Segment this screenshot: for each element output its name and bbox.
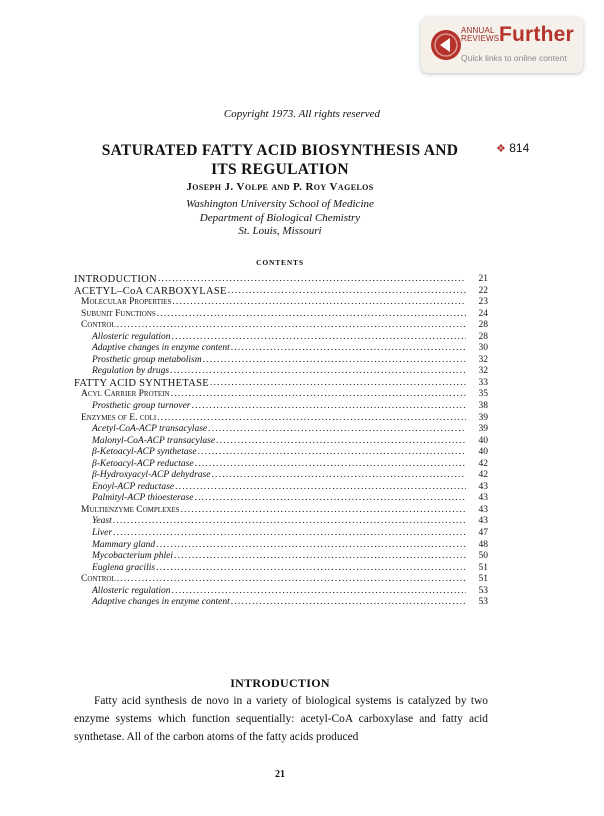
toc-entry-label: Allosteric regulation: [92, 585, 171, 596]
toc-leader-dots: [171, 297, 466, 309]
toc-entry-label: Adaptive changes in enzyme content: [92, 597, 230, 608]
toc-entry-page: 28: [478, 331, 488, 342]
toc-leader-dots: [174, 482, 466, 494]
toc-entry[interactable]: [74, 320, 488, 332]
toc-entry-page: 53: [478, 585, 488, 596]
toc-entry[interactable]: [74, 286, 488, 298]
toc-entry[interactable]: [74, 424, 488, 436]
further-subtitle: Quick links to online content: [461, 53, 567, 63]
toc-entry[interactable]: [74, 574, 488, 586]
toc-entry-page: 43: [478, 504, 488, 515]
toc-leader-dots: [170, 389, 466, 401]
toc-entry-label: β-Hydroxyacyl-ACP dehydrase: [92, 470, 211, 481]
toc-entry-page: 48: [478, 539, 488, 550]
toc-leader-dots: [227, 286, 466, 298]
toc-entry-label: Palmityl-ACP thioesterase: [92, 493, 194, 504]
affiliation-line-2: Department of Biological Chemistry: [199, 211, 361, 224]
toc-entry-label: Malonyl-CoA-ACP transacylase: [92, 435, 216, 446]
toc-entry-label: Adaptive changes in enzyme content: [92, 343, 230, 354]
toc-leader-dots: [173, 551, 466, 563]
toc-entry-label: β-Ketoacyl-ACP reductase: [92, 458, 194, 469]
affiliation: [0, 198, 560, 239]
toc-entry-label: Mycobacterium phlei: [92, 551, 173, 562]
toc-entry-page: 28: [478, 320, 488, 331]
toc-leader-dots: [156, 413, 466, 425]
toc-entry[interactable]: [74, 413, 488, 425]
toc-leader-dots: [191, 401, 466, 413]
toc-entry-label: Control: [81, 320, 116, 331]
title-line-2: ITS REGULATION: [211, 161, 349, 178]
further-label: Further: [499, 23, 574, 46]
toc-entry-label: Molecular Properties: [81, 297, 172, 308]
toc-entry-page: 51: [478, 574, 488, 585]
toc-entry[interactable]: [74, 436, 488, 448]
toc-entry-page: 33: [478, 377, 488, 388]
toc-entry-label: FATTY ACID SYNTHETASE: [74, 377, 209, 389]
toc-entry[interactable]: [74, 470, 488, 482]
toc-leader-dots: [207, 424, 466, 436]
toc-entry-label: Yeast: [92, 516, 112, 527]
toc-entry[interactable]: [74, 597, 488, 609]
table-of-contents: [74, 274, 488, 609]
toc-entry-label: Prosthetic group turnover: [92, 401, 191, 412]
toc-entry[interactable]: [74, 332, 488, 344]
toc-entry[interactable]: [74, 482, 488, 494]
toc-leader-dots: [209, 378, 466, 390]
toc-entry[interactable]: [74, 459, 488, 471]
toc-leader-dots: [112, 528, 466, 540]
toc-entry-page: 50: [478, 551, 488, 562]
copyright-line: Copyright 1973. All rights reserved: [223, 108, 381, 120]
toc-leader-dots: [116, 320, 466, 332]
further-badge[interactable]: [421, 17, 583, 73]
toc-entry[interactable]: [74, 355, 488, 367]
toc-entry[interactable]: [74, 309, 488, 321]
toc-leader-dots: [202, 355, 466, 367]
page-number: 21: [275, 769, 285, 780]
toc-leader-dots: [116, 574, 466, 586]
toc-leader-dots: [112, 516, 466, 528]
section-heading: INTRODUCTION: [230, 676, 330, 690]
article-title: [60, 141, 500, 179]
toc-entry[interactable]: [74, 378, 488, 390]
toc-entry-page: 43: [478, 493, 488, 504]
toc-entry-label: Control: [81, 574, 116, 585]
toc-entry-page: 22: [478, 285, 488, 296]
toc-entry-label: Multienzyme Complexes: [81, 504, 180, 515]
toc-entry-page: 30: [478, 343, 488, 354]
toc-entry-page: 32: [478, 354, 488, 365]
toc-leader-dots: [193, 493, 466, 505]
affiliation-line-1: Washington University School of Medicine: [186, 198, 374, 210]
reference-number[interactable]: [496, 141, 529, 155]
toc-entry[interactable]: [74, 551, 488, 563]
toc-leader-dots: [157, 274, 466, 286]
toc-entry-page: 47: [478, 528, 488, 539]
toc-leader-dots: [230, 597, 466, 609]
toc-entry-page: 42: [478, 458, 488, 469]
toc-entry-page: 32: [478, 366, 488, 377]
toc-entry-page: 38: [478, 401, 488, 412]
toc-entry-label: Liver: [92, 528, 113, 539]
toc-entry[interactable]: [74, 343, 488, 355]
toc-entry[interactable]: [74, 540, 488, 552]
toc-entry-label: Enoyl-ACP reductase: [92, 481, 175, 492]
toc-entry[interactable]: [74, 505, 488, 517]
contents-heading: CONTENTS: [256, 258, 304, 267]
toc-entry[interactable]: [74, 528, 488, 540]
toc-entry[interactable]: [74, 297, 488, 309]
toc-leader-dots: [155, 563, 466, 575]
toc-entry-label: Mammary gland: [92, 539, 156, 550]
toc-entry[interactable]: [74, 401, 488, 413]
reference-number-label: 814: [509, 141, 530, 155]
toc-entry-page: 35: [478, 389, 488, 400]
toc-entry-label: Euglena gracilis: [92, 562, 156, 573]
annual-reviews-wordmark: [461, 27, 499, 43]
toc-entry-page: 39: [478, 412, 488, 423]
toc-leader-dots: [210, 470, 466, 482]
toc-entry-page: 24: [478, 308, 488, 319]
toc-leader-dots: [215, 436, 466, 448]
toc-entry-label: Allosteric regulation: [92, 331, 171, 342]
toc-leader-dots: [194, 459, 466, 471]
authors: Joseph J. Volpe and P. Roy Vagelos: [186, 181, 374, 193]
toc-entry[interactable]: [74, 389, 488, 401]
diamond-icon: ❖: [496, 143, 506, 155]
play-circle-icon: [428, 27, 464, 63]
toc-entry-label: Acyl Carrier Protein: [81, 389, 170, 400]
toc-entry[interactable]: [74, 274, 488, 286]
toc-entry-label: ACETYL–CoA CARBOXYLASE: [74, 285, 227, 297]
toc-leader-dots: [197, 447, 466, 459]
affiliation-line-3: St. Louis, Missouri: [238, 225, 322, 237]
toc-entry[interactable]: [74, 586, 488, 598]
reviews-label: REVIEWS: [461, 34, 500, 43]
toc-leader-dots: [156, 309, 466, 321]
toc-entry-page: 51: [478, 562, 488, 573]
toc-entry[interactable]: [74, 447, 488, 459]
toc-entry-label: Prosthetic group metabolism: [92, 354, 202, 365]
toc-entry-page: 40: [478, 435, 488, 446]
toc-entry-label: β-Ketoacyl-ACP synthetase: [92, 447, 197, 458]
body-paragraph: Fatty acid synthesis de novo in a variety of biological systems is catalyzed by two enzyme systems which function sequentially: acetyl-CoA carboxylase and fatty acid synthetase. All of the carbon atoms of the fatty acids produced: [74, 695, 488, 743]
toc-entry-page: 23: [478, 297, 488, 308]
toc-leader-dots: [171, 332, 466, 344]
toc-entry[interactable]: [74, 563, 488, 575]
toc-entry-page: 39: [478, 424, 488, 435]
toc-leader-dots: [230, 343, 466, 355]
annual-label: ANNUAL: [461, 26, 495, 35]
title-line-1: SATURATED FATTY ACID BIOSYNTHESIS AND: [101, 142, 459, 159]
toc-entry-page: 21: [478, 274, 488, 284]
toc-leader-dots: [180, 505, 466, 517]
toc-entry-page: 43: [478, 481, 488, 492]
toc-entry-page: 40: [478, 447, 488, 458]
toc-leader-dots: [171, 586, 466, 598]
toc-entry[interactable]: [74, 366, 488, 378]
toc-entry-label: Acetyl-CoA-ACP transacylase: [92, 424, 208, 435]
toc-entry-page: 42: [478, 470, 488, 481]
toc-entry-label: Enzymes of E. coli: [81, 412, 157, 423]
toc-leader-dots: [155, 540, 466, 552]
toc-entry[interactable]: [74, 516, 488, 528]
toc-entry-label: Subunit Functions: [81, 308, 156, 319]
toc-entry-page: 43: [478, 516, 488, 527]
toc-leader-dots: [169, 366, 466, 378]
toc-entry-label: Regulation by drugs: [92, 366, 170, 377]
toc-entry[interactable]: [74, 493, 488, 505]
toc-entry-page: 53: [478, 597, 488, 608]
toc-entry-label: INTRODUCTION: [74, 274, 157, 285]
